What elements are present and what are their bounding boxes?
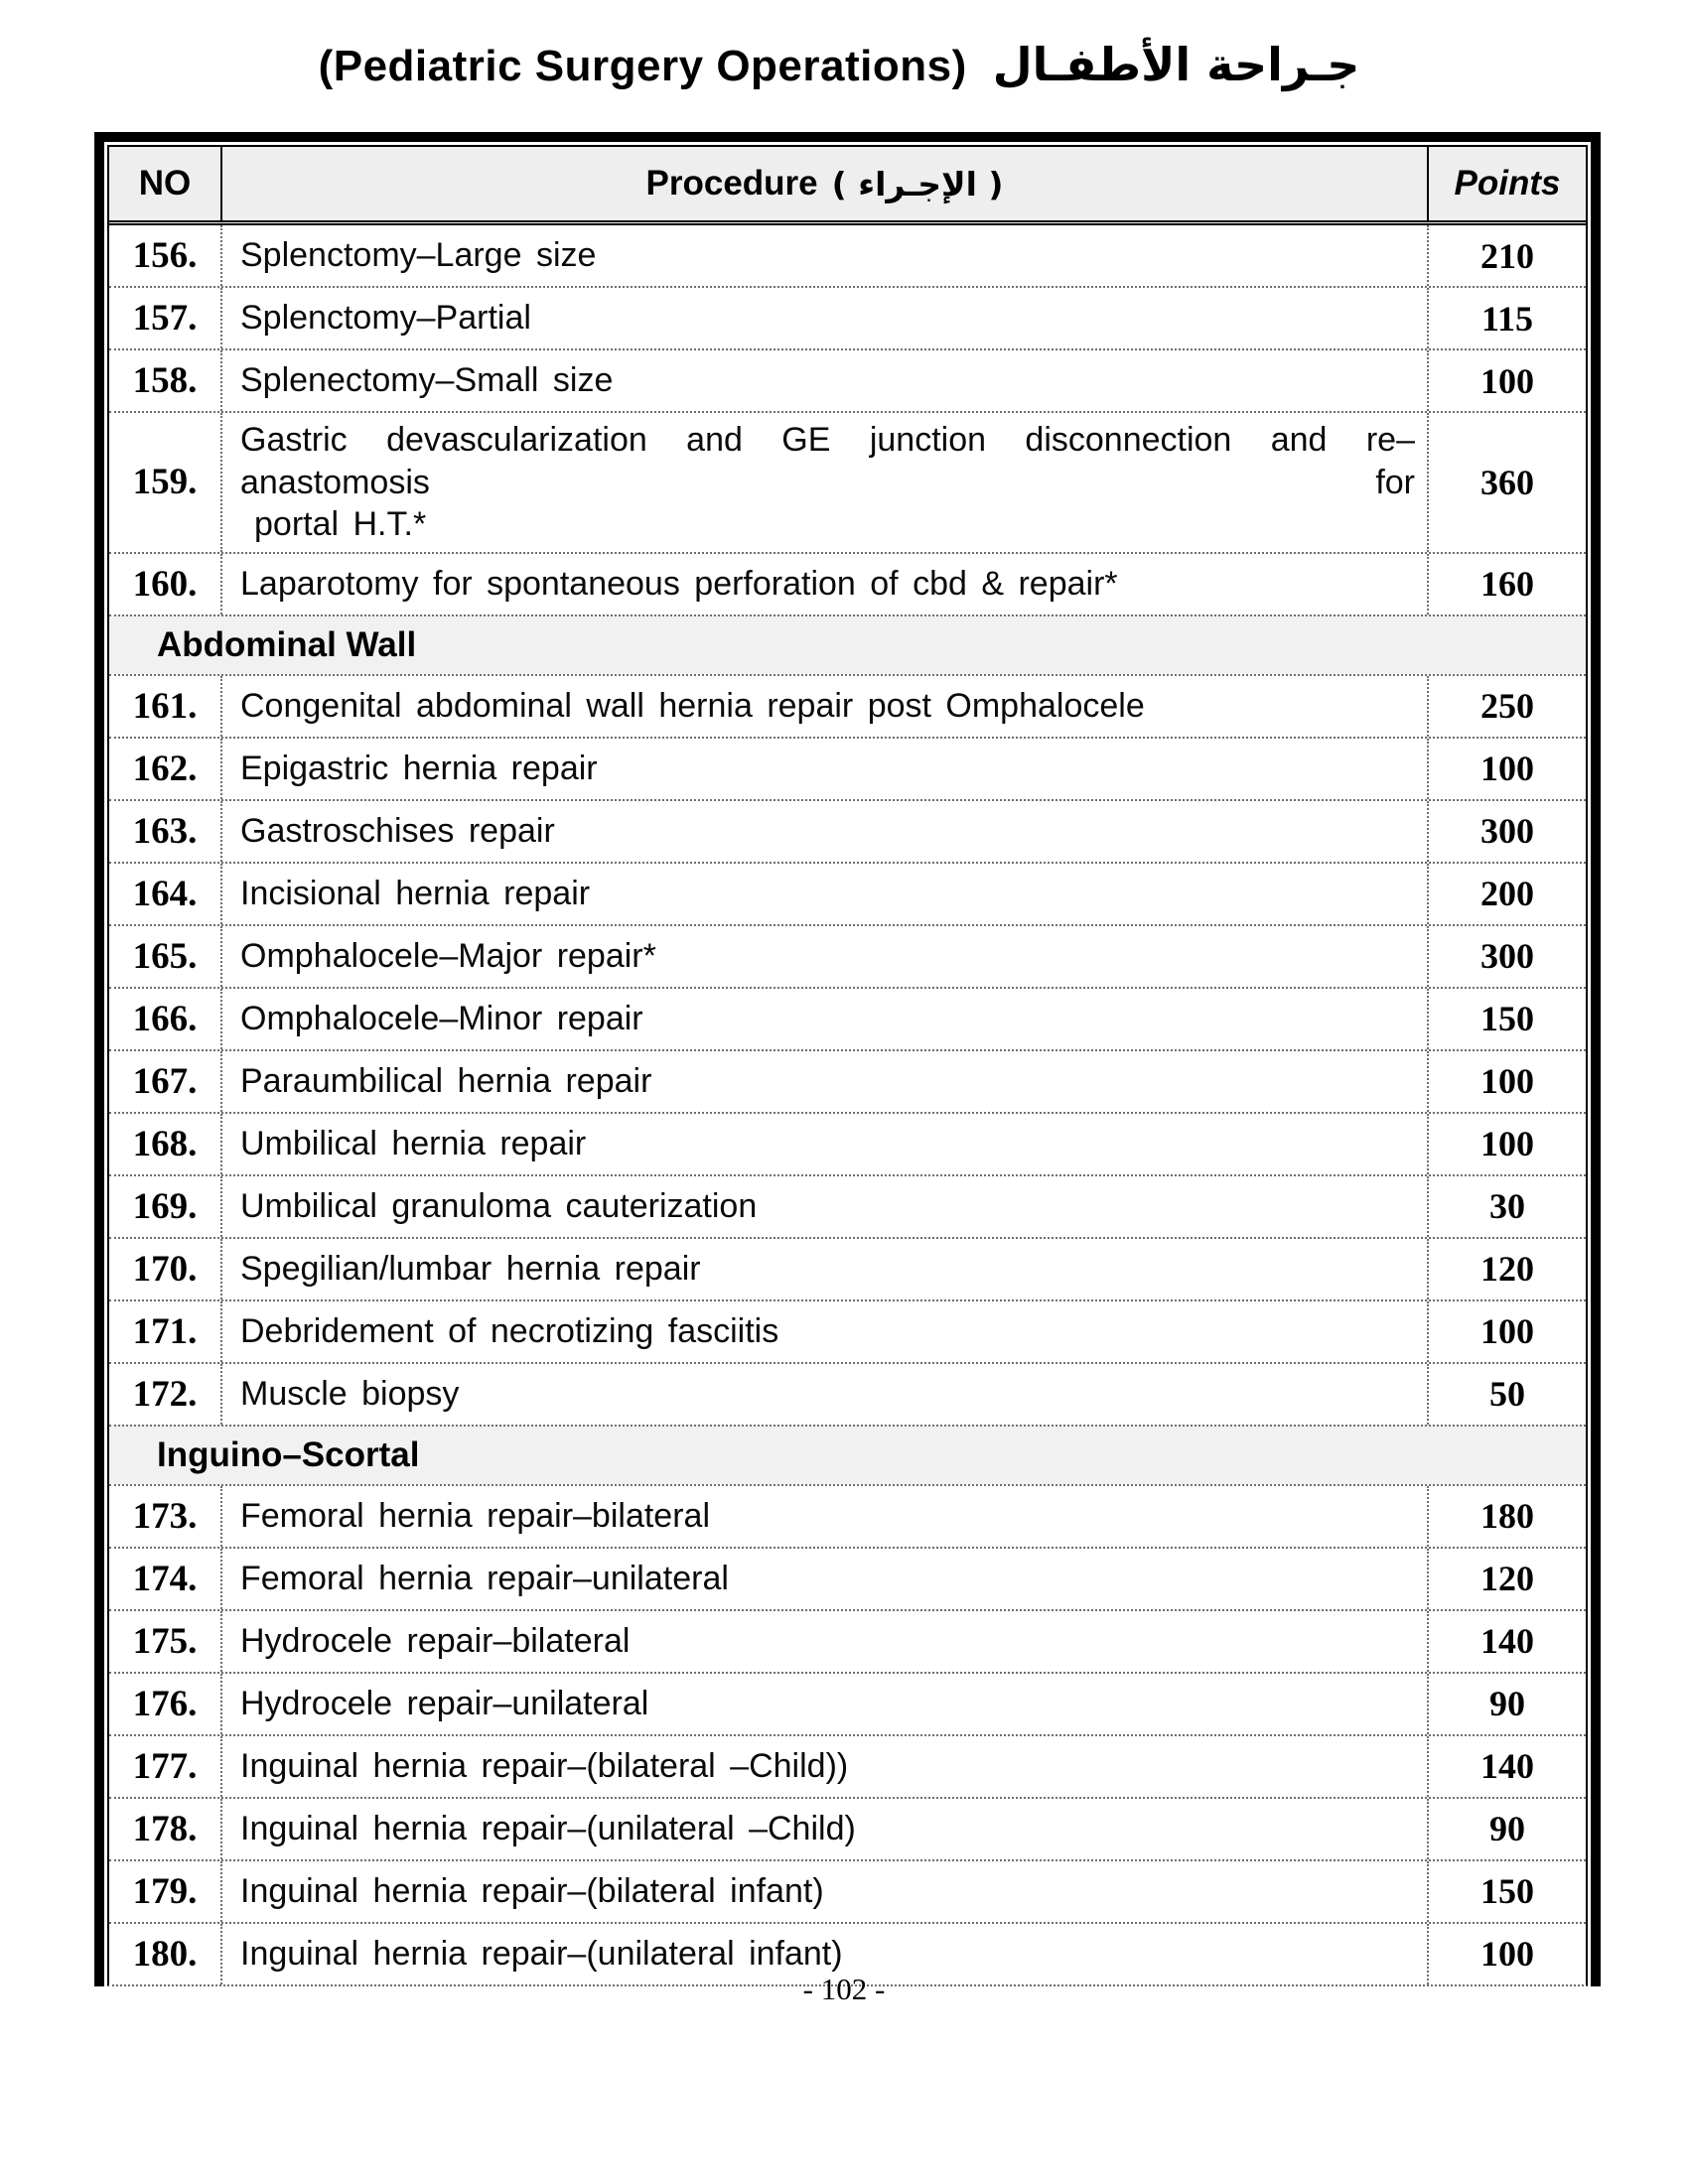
procedure-name <box>222 1486 1429 1547</box>
points-value: 200 <box>1480 874 1534 913</box>
points-value: 180 <box>1480 1496 1534 1536</box>
row-number: 173. <box>109 1486 222 1547</box>
procedure-text-line-1: Splenctomy–Partial <box>240 299 531 338</box>
procedure-text-line-2: portal H.T.* <box>254 505 427 543</box>
points-value: 100 <box>1480 1311 1534 1351</box>
column-header-points: Points <box>1454 164 1561 203</box>
table-row <box>109 924 1586 987</box>
row-number: 178. <box>109 1799 222 1859</box>
points-value: 140 <box>1480 1621 1534 1661</box>
table-row <box>109 799 1586 862</box>
procedure-name <box>222 1051 1429 1112</box>
row-number: 177. <box>109 1736 222 1797</box>
procedure-name <box>222 801 1429 862</box>
table-row <box>109 987 1586 1049</box>
page-title-arabic: جـراحة الأطفـال <box>992 38 1360 91</box>
procedure-name <box>222 1611 1429 1672</box>
procedure-text-line-1: Gastric devascularization and GE junction disconnection and re–anastomosis for <box>240 421 1415 501</box>
procedure-name <box>222 413 1429 552</box>
table-row <box>109 1859 1586 1922</box>
points-value: 90 <box>1489 1684 1525 1723</box>
table-row <box>109 1299 1586 1362</box>
procedure-text-line-1: Omphalocele–Major repair* <box>240 936 656 975</box>
row-number: 157. <box>109 288 222 348</box>
row-number: 162. <box>109 739 222 799</box>
column-header-procedure-english: Procedure <box>645 164 818 203</box>
points-value: 210 <box>1480 235 1534 276</box>
procedure-text-line-1: Incisional hernia repair <box>240 874 591 912</box>
points-value: 90 <box>1489 1809 1525 1848</box>
procedure-text-line-1: Epigastric hernia repair <box>240 749 598 787</box>
row-number: 164. <box>109 864 222 924</box>
procedure-text-line-1: Omphalocele–Minor repair <box>240 999 643 1037</box>
row-number: 158. <box>109 350 222 411</box>
row-number: 161. <box>109 676 222 737</box>
row-number: 156. <box>109 225 222 286</box>
points-value: 140 <box>1480 1746 1534 1786</box>
table-body <box>109 225 1586 1984</box>
points-value: 160 <box>1480 564 1534 604</box>
procedure-name <box>222 926 1429 987</box>
section-title: Abdominal Wall <box>157 624 417 664</box>
points-value: 360 <box>1480 462 1534 502</box>
procedure-text-line-1: Inguinal hernia repair–(unilateral infant) <box>240 1934 843 1973</box>
points-value: 30 <box>1489 1186 1525 1226</box>
column-header-no: NO <box>109 147 222 220</box>
procedure-text-line-1: Hydrocele repair–unilateral <box>240 1684 649 1722</box>
row-number: 174. <box>109 1549 222 1609</box>
row-number: 170. <box>109 1239 222 1299</box>
procedure-name <box>222 1736 1429 1797</box>
row-number: 171. <box>109 1301 222 1362</box>
row-number: 159. <box>109 413 222 552</box>
procedure-name <box>222 1549 1429 1609</box>
points-value: 50 <box>1489 1374 1525 1414</box>
row-number: 169. <box>109 1176 222 1237</box>
table-row <box>109 674 1586 737</box>
points-value: 100 <box>1480 1934 1534 1974</box>
table-row <box>109 1609 1586 1672</box>
table-row <box>109 862 1586 924</box>
row-number: 175. <box>109 1611 222 1672</box>
procedure-name <box>222 676 1429 737</box>
procedure-text-line-1: Inguinal hernia repair–(bilateral infant) <box>240 1871 824 1910</box>
procedure-text-line-1: Congenital abdominal wall hernia repair post Omphalocele <box>240 686 1145 725</box>
table-row <box>109 1174 1586 1237</box>
table-row <box>109 348 1586 411</box>
procedure-name <box>222 739 1429 799</box>
procedure-text-line-1: Hydrocele repair–bilateral <box>240 1621 631 1660</box>
procedure-name <box>222 1799 1429 1859</box>
row-number: 180. <box>109 1924 222 1984</box>
procedure-name <box>222 1239 1429 1299</box>
procedure-text-line-1: Inguinal hernia repair–(unilateral –Child) <box>240 1809 856 1847</box>
procedure-name <box>222 350 1429 411</box>
points-value: 100 <box>1480 749 1534 788</box>
procedure-text-line-1: Umbilical hernia repair <box>240 1124 587 1162</box>
table-row <box>109 286 1586 348</box>
points-value: 150 <box>1480 999 1534 1038</box>
page-number: - 102 - <box>802 1972 886 2006</box>
procedure-text-line-1: Debridement of necrotizing fasciitis <box>240 1311 779 1350</box>
table-header-row <box>109 147 1586 225</box>
procedure-name <box>222 288 1429 348</box>
row-number: 165. <box>109 926 222 987</box>
column-header-procedure-arabic: ( الإجـراء ) <box>831 164 1004 204</box>
procedure-name <box>222 1176 1429 1237</box>
points-value: 300 <box>1480 811 1534 851</box>
procedure-text-line-1: Femoral hernia repair–unilateral <box>240 1559 729 1597</box>
procedure-text-line-1: Umbilical granuloma cauterization <box>240 1186 758 1225</box>
table-row <box>109 1672 1586 1734</box>
table-row <box>109 1797 1586 1859</box>
procedure-text-line-1: Spegilian/lumbar hernia repair <box>240 1249 701 1288</box>
table-row <box>109 552 1586 614</box>
procedure-name <box>222 864 1429 924</box>
points-value: 300 <box>1480 936 1534 976</box>
row-number: 179. <box>109 1861 222 1922</box>
section-title: Inguino–Scortal <box>157 1434 420 1474</box>
points-value: 150 <box>1480 1871 1534 1911</box>
row-number: 167. <box>109 1051 222 1112</box>
procedure-name <box>222 225 1429 286</box>
procedure-name <box>222 1364 1429 1425</box>
table-row <box>109 1362 1586 1425</box>
procedure-name <box>222 1114 1429 1174</box>
table-row <box>109 1484 1586 1547</box>
procedures-table <box>94 132 1601 1986</box>
points-value: 100 <box>1480 360 1534 401</box>
procedure-text-line-1: Splenectomy–Small size <box>240 361 614 400</box>
table-row <box>109 737 1586 799</box>
points-value: 115 <box>1480 298 1533 339</box>
procedure-text-line-1: Laparotomy for spontaneous perforation of cbd & repair* <box>240 564 1118 603</box>
table-row <box>109 1547 1586 1609</box>
procedure-text-line-1: Inguinal hernia repair–(bilateral –Child)) <box>240 1746 849 1785</box>
row-number: 166. <box>109 989 222 1049</box>
row-number: 163. <box>109 801 222 862</box>
points-value: 120 <box>1480 1559 1534 1598</box>
points-value: 100 <box>1480 1061 1534 1101</box>
procedure-text-line-1: Muscle biopsy <box>240 1374 460 1413</box>
points-value: 120 <box>1480 1249 1534 1289</box>
row-number: 172. <box>109 1364 222 1425</box>
points-value: 250 <box>1480 686 1534 726</box>
procedure-name <box>222 1301 1429 1362</box>
section-header-row <box>109 1425 1586 1484</box>
page-title <box>0 38 1688 91</box>
table-row <box>109 225 1586 286</box>
procedure-text-line-1: Splenctomy–Large size <box>240 236 597 275</box>
row-number: 176. <box>109 1674 222 1734</box>
row-number: 160. <box>109 554 222 614</box>
row-number: 168. <box>109 1114 222 1174</box>
procedure-name <box>222 1861 1429 1922</box>
procedure-name <box>222 1674 1429 1734</box>
procedures-table-inner-frame <box>107 145 1588 1986</box>
column-header-procedure <box>222 147 1429 220</box>
procedure-name <box>222 989 1429 1049</box>
table-row <box>109 1237 1586 1299</box>
procedure-text-line-1: Gastroschises repair <box>240 811 555 850</box>
table-row <box>109 1734 1586 1797</box>
procedure-text-line-1: Femoral hernia repair–bilateral <box>240 1496 711 1535</box>
points-value: 100 <box>1480 1124 1534 1163</box>
table-row <box>109 1112 1586 1174</box>
procedure-name <box>222 554 1429 614</box>
page-title-english: (Pediatric Surgery Operations) <box>318 42 967 90</box>
table-row <box>109 1049 1586 1112</box>
table-row <box>109 411 1586 552</box>
section-header-row <box>109 614 1586 674</box>
procedure-text-line-1: Paraumbilical hernia repair <box>240 1061 652 1100</box>
